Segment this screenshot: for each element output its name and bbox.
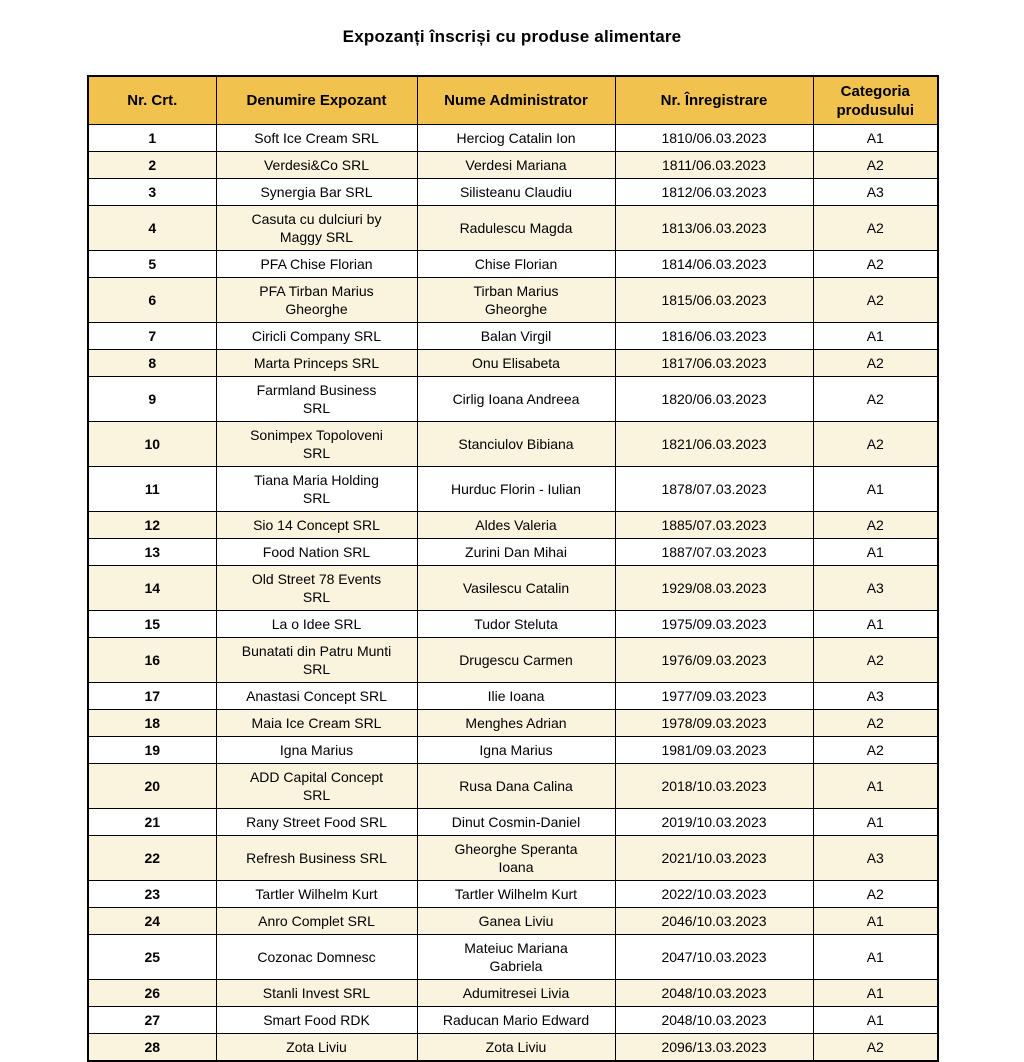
table-cell: 22 <box>88 836 216 881</box>
table-cell: A2 <box>813 710 938 737</box>
table-cell: PFA Tirban Marius Gheorghe <box>216 278 417 323</box>
table-cell: A1 <box>813 1007 938 1034</box>
table-row <box>88 251 938 278</box>
table-cell: La o Idee SRL <box>216 611 417 638</box>
table-row <box>88 566 938 611</box>
table-cell: Stanli Invest SRL <box>216 980 417 1007</box>
table-cell: A2 <box>813 251 938 278</box>
table-cell: 1821/06.03.2023 <box>615 422 813 467</box>
table-cell: Smart Food RDK <box>216 1007 417 1034</box>
table-cell: Ciricli Company SRL <box>216 323 417 350</box>
table-row <box>88 611 938 638</box>
table-cell: 15 <box>88 611 216 638</box>
table-cell: 8 <box>88 350 216 377</box>
table-cell: Old Street 78 Events SRL <box>216 566 417 611</box>
table-cell: Zota Liviu <box>216 1034 417 1062</box>
table-cell: Adumitresei Livia <box>417 980 615 1007</box>
table-cell: A2 <box>813 422 938 467</box>
table-cell: 1810/06.03.2023 <box>615 125 813 152</box>
table-cell: A2 <box>813 512 938 539</box>
table-cell: 9 <box>88 377 216 422</box>
table-cell: 1885/07.03.2023 <box>615 512 813 539</box>
table-cell: 2022/10.03.2023 <box>615 881 813 908</box>
table-cell: 4 <box>88 206 216 251</box>
table-cell: Silisteanu Claudiu <box>417 179 615 206</box>
table-cell: A1 <box>813 125 938 152</box>
table-cell: Drugescu Carmen <box>417 638 615 683</box>
table-cell: 1 <box>88 125 216 152</box>
column-header-administrator: Nume Administrator <box>417 76 615 125</box>
table-row <box>88 278 938 323</box>
table-row <box>88 638 938 683</box>
table-row <box>88 422 938 467</box>
table-cell: Bunatati din Patru Munti SRL <box>216 638 417 683</box>
table-cell: Menghes Adrian <box>417 710 615 737</box>
table-row <box>88 710 938 737</box>
table-row <box>88 179 938 206</box>
table-cell: A3 <box>813 179 938 206</box>
table-cell: A1 <box>813 980 938 1007</box>
table-cell: Aldes Valeria <box>417 512 615 539</box>
table-cell: 1816/06.03.2023 <box>615 323 813 350</box>
table-cell: A2 <box>813 206 938 251</box>
table-cell: 28 <box>88 1034 216 1062</box>
table-cell: 6 <box>88 278 216 323</box>
table-cell: 1812/06.03.2023 <box>615 179 813 206</box>
table-cell: 5 <box>88 251 216 278</box>
table-cell: Tudor Steluta <box>417 611 615 638</box>
table-row <box>88 980 938 1007</box>
table-cell: Verdesi Mariana <box>417 152 615 179</box>
table-cell: 16 <box>88 638 216 683</box>
table-header <box>88 76 938 125</box>
table-cell: 1975/09.03.2023 <box>615 611 813 638</box>
table-row <box>88 737 938 764</box>
table-cell: Casuta cu dulciuri by Maggy SRL <box>216 206 417 251</box>
table-cell: 17 <box>88 683 216 710</box>
table-row <box>88 125 938 152</box>
table-cell: ADD Capital Concept SRL <box>216 764 417 809</box>
table-row <box>88 764 938 809</box>
table-cell: Rusa Dana Calina <box>417 764 615 809</box>
table-cell: A1 <box>813 467 938 512</box>
table-header-row <box>88 76 938 125</box>
column-header-nr-crt: Nr. Crt. <box>88 76 216 125</box>
table-cell: A1 <box>813 935 938 980</box>
table-cell: A2 <box>813 881 938 908</box>
table-cell: Dinut Cosmin-Daniel <box>417 809 615 836</box>
column-header-denumire: Denumire Expozant <box>216 76 417 125</box>
table-cell: 2018/10.03.2023 <box>615 764 813 809</box>
table-cell: A2 <box>813 152 938 179</box>
table-row <box>88 377 938 422</box>
table-cell: 23 <box>88 881 216 908</box>
table-cell: 1929/08.03.2023 <box>615 566 813 611</box>
table-row <box>88 881 938 908</box>
table-cell: 1817/06.03.2023 <box>615 350 813 377</box>
table-cell: Balan Virgil <box>417 323 615 350</box>
table-cell: Anastasi Concept SRL <box>216 683 417 710</box>
table-cell: 1814/06.03.2023 <box>615 251 813 278</box>
table-cell: Farmland Business SRL <box>216 377 417 422</box>
table-cell: Tartler Wilhelm Kurt <box>417 881 615 908</box>
table-row <box>88 539 938 566</box>
table-cell: 1815/06.03.2023 <box>615 278 813 323</box>
table-cell: A1 <box>813 908 938 935</box>
table-cell: 2 <box>88 152 216 179</box>
table-cell: Igna Marius <box>417 737 615 764</box>
table-cell: Tartler Wilhelm Kurt <box>216 881 417 908</box>
table-cell: 1887/07.03.2023 <box>615 539 813 566</box>
table-cell: Chise Florian <box>417 251 615 278</box>
table-row <box>88 935 938 980</box>
table-cell: A1 <box>813 809 938 836</box>
table-cell: Refresh Business SRL <box>216 836 417 881</box>
table-cell: 2096/13.03.2023 <box>615 1034 813 1062</box>
table-cell: A3 <box>813 566 938 611</box>
table-cell: Stanciulov Bibiana <box>417 422 615 467</box>
table-cell: Ganea Liviu <box>417 908 615 935</box>
table-cell: Mateiuc Mariana Gabriela <box>417 935 615 980</box>
table-cell: A1 <box>813 539 938 566</box>
table-cell: Radulescu Magda <box>417 206 615 251</box>
table-cell: 1820/06.03.2023 <box>615 377 813 422</box>
table-cell: 7 <box>88 323 216 350</box>
table-cell: A3 <box>813 836 938 881</box>
table-cell: Soft Ice Cream SRL <box>216 125 417 152</box>
table-cell: Maia Ice Cream SRL <box>216 710 417 737</box>
table-cell: Igna Marius <box>216 737 417 764</box>
table-row <box>88 809 938 836</box>
table-cell: A3 <box>813 683 938 710</box>
table-cell: 11 <box>88 467 216 512</box>
table-cell: 18 <box>88 710 216 737</box>
table-cell: Rany Street Food SRL <box>216 809 417 836</box>
table-cell: Tirban Marius Gheorghe <box>417 278 615 323</box>
table-cell: A2 <box>813 638 938 683</box>
table-cell: 12 <box>88 512 216 539</box>
table-cell: Ilie Ioana <box>417 683 615 710</box>
table-cell: Herciog Catalin Ion <box>417 125 615 152</box>
table-body <box>88 125 938 1062</box>
table-cell: Cirlig Ioana Andreea <box>417 377 615 422</box>
table-cell: Verdesi&Co SRL <box>216 152 417 179</box>
table-row <box>88 908 938 935</box>
table-cell: 1976/09.03.2023 <box>615 638 813 683</box>
table-cell: 1977/09.03.2023 <box>615 683 813 710</box>
table-cell: 24 <box>88 908 216 935</box>
table-cell: 1981/09.03.2023 <box>615 737 813 764</box>
table-cell: Sonimpex Topoloveni SRL <box>216 422 417 467</box>
table-row <box>88 467 938 512</box>
table-cell: 1978/09.03.2023 <box>615 710 813 737</box>
table-cell: A1 <box>813 764 938 809</box>
table-row <box>88 1034 938 1062</box>
table-cell: 3 <box>88 179 216 206</box>
table-cell: A2 <box>813 350 938 377</box>
column-header-categoria: Categoria produsului <box>813 76 938 125</box>
column-header-inregistrare: Nr. Înregistrare <box>615 76 813 125</box>
table-cell: Raducan Mario Edward <box>417 1007 615 1034</box>
table-cell: A2 <box>813 1034 938 1062</box>
table-cell: A2 <box>813 278 938 323</box>
page-title: Expozanți înscriși cu produse alimentare <box>342 27 682 46</box>
table-cell: 2047/10.03.2023 <box>615 935 813 980</box>
table-row <box>88 323 938 350</box>
table-cell: 2019/10.03.2023 <box>615 809 813 836</box>
table-cell: A2 <box>813 377 938 422</box>
table-cell: Marta Princeps SRL <box>216 350 417 377</box>
table-cell: Food Nation SRL <box>216 539 417 566</box>
table-cell: Zota Liviu <box>417 1034 615 1062</box>
table-cell: 2046/10.03.2023 <box>615 908 813 935</box>
table-cell: PFA Chise Florian <box>216 251 417 278</box>
table-cell: A1 <box>813 323 938 350</box>
table-row <box>88 1007 938 1034</box>
table-cell: 26 <box>88 980 216 1007</box>
table-cell: A2 <box>813 737 938 764</box>
table-cell: 10 <box>88 422 216 467</box>
table-cell: Cozonac Domnesc <box>216 935 417 980</box>
table-cell: 27 <box>88 1007 216 1034</box>
table-cell: 19 <box>88 737 216 764</box>
table-cell: 13 <box>88 539 216 566</box>
table-cell: Zurini Dan Mihai <box>417 539 615 566</box>
table-cell: 2021/10.03.2023 <box>615 836 813 881</box>
table-cell: 20 <box>88 764 216 809</box>
table-cell: 14 <box>88 566 216 611</box>
table-row <box>88 206 938 251</box>
table-row <box>88 350 938 377</box>
table-cell: 2048/10.03.2023 <box>615 980 813 1007</box>
table-cell: Tiana Maria Holding SRL <box>216 467 417 512</box>
table-cell: Gheorghe Speranta Ioana <box>417 836 615 881</box>
table-cell: 21 <box>88 809 216 836</box>
table-cell: Vasilescu Catalin <box>417 566 615 611</box>
table-cell: A1 <box>813 611 938 638</box>
table-cell: Anro Complet SRL <box>216 908 417 935</box>
exhibitors-table <box>87 75 939 1062</box>
table-cell: Hurduc Florin - Iulian <box>417 467 615 512</box>
table-cell: 1813/06.03.2023 <box>615 206 813 251</box>
table-row <box>88 152 938 179</box>
table-row <box>88 512 938 539</box>
table-cell: 1878/07.03.2023 <box>615 467 813 512</box>
table-row <box>88 836 938 881</box>
table-cell: Synergia Bar SRL <box>216 179 417 206</box>
table-cell: 25 <box>88 935 216 980</box>
table-row <box>88 683 938 710</box>
table-cell: 1811/06.03.2023 <box>615 152 813 179</box>
table-cell: Sio 14 Concept SRL <box>216 512 417 539</box>
table-cell: 2048/10.03.2023 <box>615 1007 813 1034</box>
table-cell: Onu Elisabeta <box>417 350 615 377</box>
